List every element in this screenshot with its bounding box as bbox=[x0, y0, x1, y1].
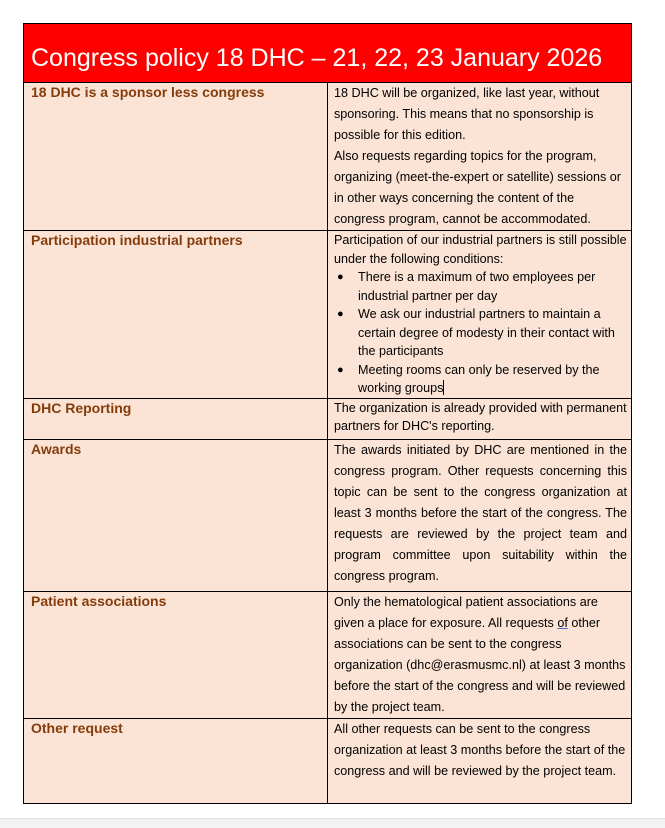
list-item bbox=[334, 361, 627, 398]
bullet-icon: ● bbox=[337, 363, 344, 376]
patient-text-underlined: of bbox=[557, 615, 568, 630]
row-content-cell bbox=[328, 398, 632, 439]
table-row bbox=[24, 591, 632, 718]
row-content-cell bbox=[328, 439, 632, 591]
list-item bbox=[334, 268, 627, 305]
table-row bbox=[24, 83, 632, 231]
patient-text-part-2: other associations can be sent to the congress organization (dhc@erasmusmc.nl) at least 3 months before the start of the congress and will be reviewed by the project team. bbox=[334, 615, 626, 714]
table-row bbox=[24, 231, 632, 399]
row-label-awards: Awards bbox=[31, 440, 82, 457]
patient-associations-text bbox=[334, 592, 627, 718]
patient-text-part-1: Only the hematological patient associations are given a place for exposure. All requests bbox=[334, 594, 598, 630]
condition-text: There is a maximum of two employees per industrial partner per day bbox=[358, 270, 596, 303]
table-row bbox=[24, 439, 632, 591]
list-item bbox=[334, 305, 627, 361]
row-label-cell bbox=[24, 718, 328, 803]
row-label-other-request: Other request bbox=[31, 719, 123, 736]
condition-text: We ask our industrial partners to maintain a certain degree of modesty in their contact with the participants bbox=[358, 307, 615, 358]
table-row bbox=[24, 398, 632, 439]
industrial-conditions-list bbox=[334, 268, 627, 398]
title-row bbox=[24, 24, 632, 83]
awards-text: The awards initiated by DHC are mentioned in the congress program. Other requests concerning this topic can be sent to the congress organization at least 3 months before the start of the congress. The requests are reviewed by the project team and program committee upon suitability within the congress program. bbox=[334, 442, 627, 583]
text-cursor bbox=[443, 380, 444, 395]
other-request-text: All other requests can be sent to the congress organization at least 3 months before the start of the congress and will be reviewed by the project team. bbox=[334, 721, 626, 778]
congress-policy-table bbox=[23, 23, 632, 804]
row-label-industrial-partners: Participation industrial partners bbox=[31, 232, 243, 248]
row-content-cell bbox=[328, 718, 632, 803]
row-label-patient-associations: Patient associations bbox=[31, 592, 167, 609]
sponsorless-paragraph-1: 18 DHC will be organized, like last year, without sponsoring. This means that no sponsorship is possible for this edition. bbox=[334, 86, 600, 142]
row-content-cell bbox=[328, 231, 632, 399]
row-label-sponsorless: 18 DHC is a sponsor less congress bbox=[31, 84, 265, 100]
industrial-intro: Participation of our industrial partners is still possible under the following conditions: bbox=[334, 233, 627, 266]
reporting-text: The organization is already provided with permanent partners for DHC's reporting. bbox=[334, 400, 627, 433]
page-bottom-edge bbox=[0, 818, 665, 828]
row-label-cell bbox=[24, 398, 328, 439]
sponsorless-paragraph-2: Also requests regarding topics for the program, organizing (meet-the-expert or satellite) sessions or in other ways concerning the content of the congress program, cannot be accommodated. bbox=[334, 149, 621, 226]
row-label-cell bbox=[24, 83, 328, 231]
bullet-icon: ● bbox=[337, 271, 344, 283]
row-label-cell bbox=[24, 591, 328, 718]
row-label-cell bbox=[24, 439, 328, 591]
row-content-cell bbox=[328, 591, 632, 718]
page-title: Congress policy 18 DHC – 21, 22, 23 January 2026 bbox=[24, 24, 632, 83]
row-label-reporting: DHC Reporting bbox=[31, 399, 132, 416]
table-row bbox=[24, 718, 632, 803]
row-label-cell bbox=[24, 231, 328, 399]
bullet-icon: ● bbox=[337, 308, 344, 320]
row-content-cell bbox=[328, 83, 632, 231]
condition-text: Meeting rooms can only be reserved by the working groups bbox=[358, 362, 600, 395]
